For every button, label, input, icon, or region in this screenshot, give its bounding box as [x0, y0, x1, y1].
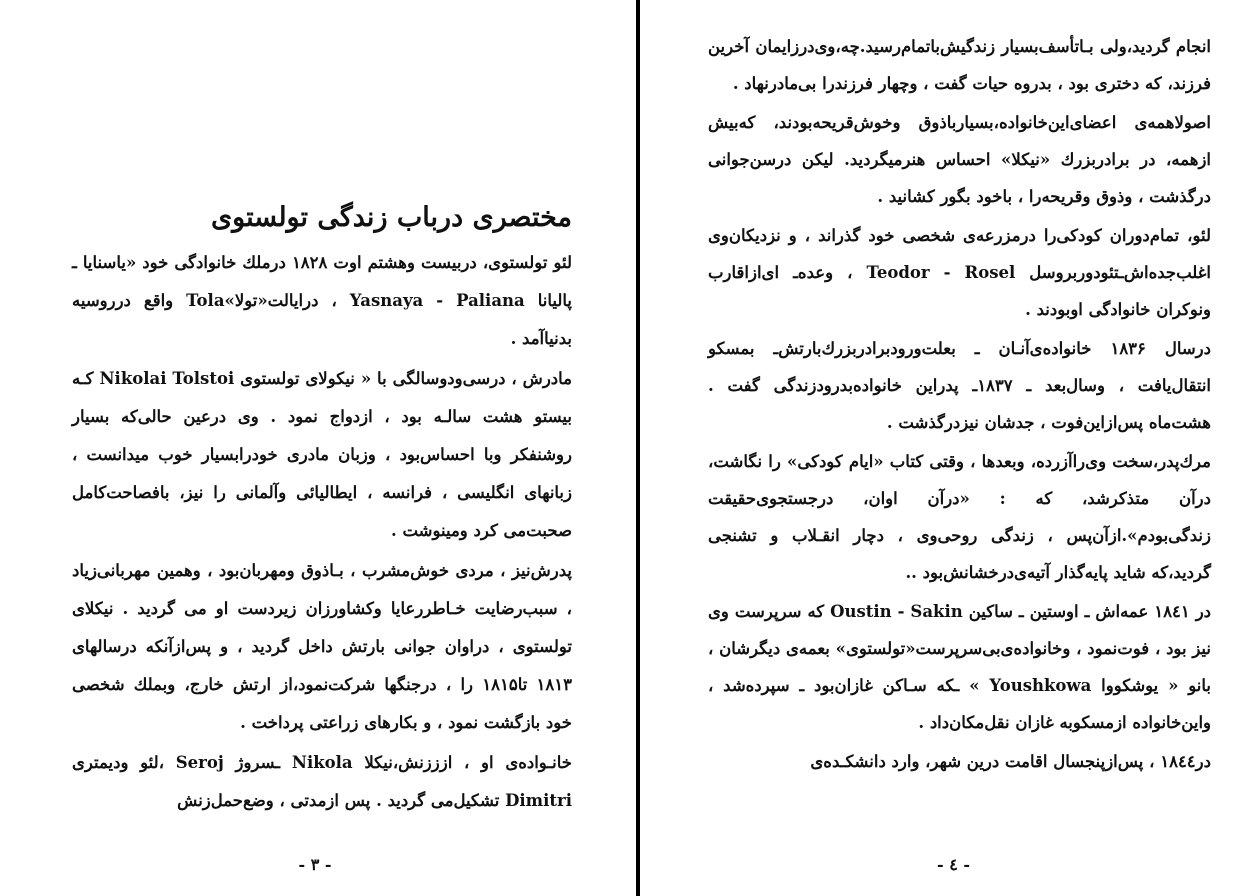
paragraph: مادرش ، درسی‌ودوسالگی با « نیکولای تولستوی Nikolai Tolstoi کـه بیستو هشت سالـه بود ، ازدواج نمود . وی درعین حالی‌که بسیار روشنفکر وبا احساس‌بود ، وزبان مادری خودرابسیار خوب میدانست ، زبانهای انگلیسی ، فرانسه ، ایطالیائی وآلمانی را نیز، بافصاحت‌کامل صحبت‌می کرد ومینوشت . [72, 369, 573, 540]
page-number: - ٤ - [936, 855, 971, 874]
page-title: مختصری درباب زندگی تولستوی [211, 202, 572, 233]
paragraph: انجام گردید،ولی بـاتأسف‌بسیار زندگیش‌باتمام‌رسید.چه،وی‌درزایمان آخرین فرزند، که دختری بود ، بدروه حیات گفت ، وچهار فرزندرا بی‌مادرنهاد . [708, 37, 1211, 93]
paragraph: پدرش‌نیز ، مردی خوش‌مشرب ، بـاذوق ومهربان‌بود ، وهمین مهربانی‌زیاد ، سبب‌رضایت خـاطررعایا وکشاورزان زیردست او می گردید . نیکلای تولستوی ، دراوان جوانی بارتش داخل گردید ، و پس‌ازآنکه درسالهای ۱۸۱۳ تا۱۸۱۵ را ، درجنگها شرکت‌نمود،از ارتش خارج، وبملك شخصی خود بازگشت نمود ، و بکارهای زراعتی پرداخت . [72, 561, 572, 732]
paragraph: خانـواده‌ی او ، ازززنش،نیکلا Nikola ـسروژ Seroj ،لئو ودیمتری Dimitri تشکیل‌می گردید . پس ازمدتی ، وضع‌حمل‌زنش [72, 753, 572, 810]
paragraph: لئو تولستوی، دربیست وهشتم اوت ۱۸۲۸ درملك خانوادگی خود «یاسنایا ـ پالیانا Yasnaya - Paliana ، درایالت«تولا»Tola واقع درروسیه بدنیاآمد . [72, 253, 572, 348]
paragraph: در۱۸٤٤ ، پس‌ازپنجسال اقامت درین شهر، وارد دانشکـده‌ی [810, 752, 1211, 771]
paragraph: اصولاهمه‌ی اعضای‌این‌خانواده،بسیارباذوق وخوش‌قریحه‌بودند، که‌بیش ازهمه، در برادربزرك «نیکلا» احساس هنرمیگردید. لیکن درسن‌جوانی درگذشت ، وذوق وقریحه‌را ، باخود بگور کشانید . [708, 113, 1211, 206]
page-number: - ۳ - [298, 855, 332, 874]
paragraph: در ۱۸٤۱ عمه‌اش ـ اوستین ـ ساکین Oustin - Sakin که سرپرست وی نیز بود ، فوت‌نمود ، وخانواده‌ی‌بی‌سرپرست«تولستوی» بعمه‌ی دیگرشان ، بانو « یوشکووا Youshkowa » ـکه سـاکن غازان‌بود ـ سپرده‌شد ، واین‌خانواده ازمسکوبه غازان نقل‌مکان‌داد . [708, 602, 1212, 732]
paragraph: مرك‌پدر،سخت وی‌راآزرده، وبعدها ، وقتی کتاب «ایام کودکی» را نگاشت، درآن متذکرشد، که : «درآن اوان، درجستجوی‌حقیقت زندگی‌بودم».ازآن‌پس ، زندگی روحی‌وی ، دچار انقـلاب و تشنجی گردید،که شاید پایه‌گذار آتیه‌ی‌درخشانش‌بود .. [708, 452, 1211, 582]
paragraph: لئو، تمام‌دوران کودکی‌را درمزرعه‌ی شخصی خود گذراند ، و نزدیکان‌وی اغلب‌جده‌اش‌ـتئودوربروسل Teodor - Rosel ، وعده‌ـ ای‌ازاقارب ونوکران خانوادگی اوبودند . [708, 226, 1211, 319]
book-gutter [636, 0, 640, 896]
right-page [648, 0, 1259, 896]
paragraph: درسال ۱۸۳۶ خانواده‌ی‌آنـان ـ بعلت‌ورودبرادربزرك‌بارتش‌ـ بمسکو انتقال‌یافت ، وسال‌بعد ـ ۱۸۳۷ـ پدراین خانواده‌بدرودزندگی گفت . هشت‌ماه پس‌ازاین‌فوت ، جدشان نیزدرگذشت . [708, 339, 1212, 432]
